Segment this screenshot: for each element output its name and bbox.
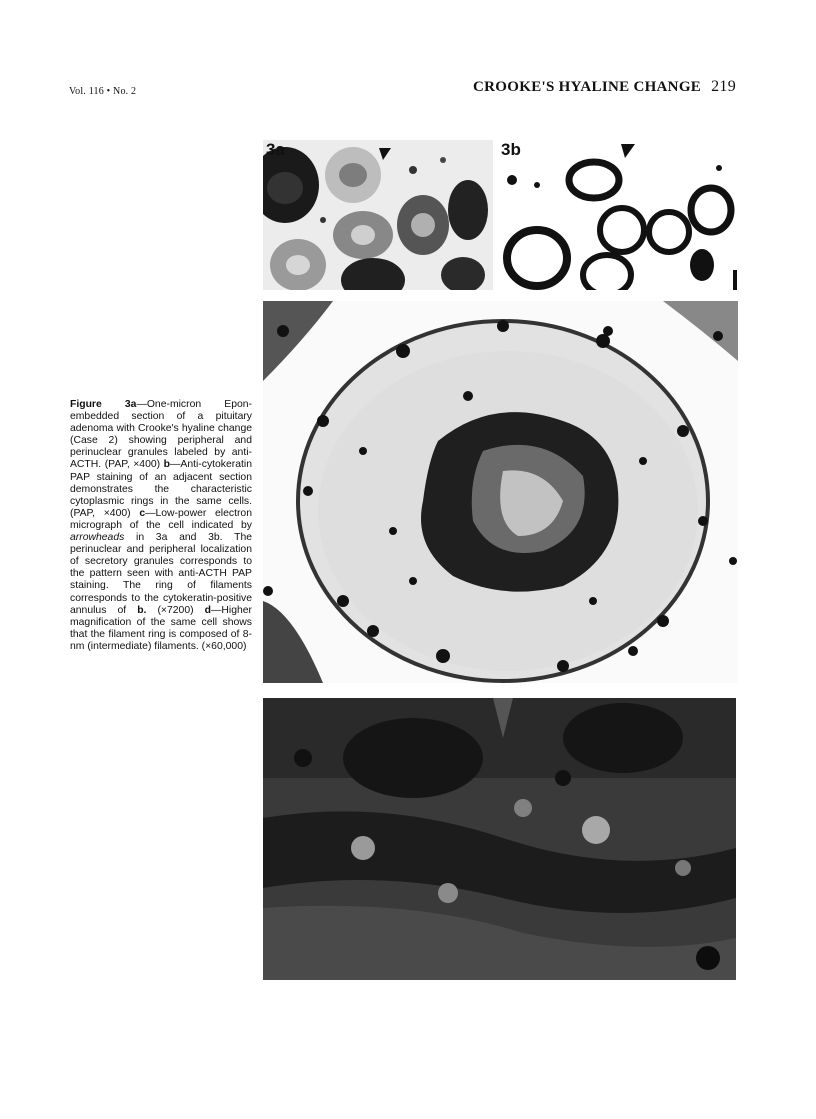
panel-label-3a: 3a [266,140,285,159]
micrograph-3b-image [497,140,737,290]
caption-text: —Low-power electron micrograph of the cell indicated by [70,507,252,531]
caption-text: (×7200) [146,604,205,616]
running-title: CROOKE'S HYALINE CHANGE [473,79,702,95]
figure-caption [70,399,252,653]
micrograph-3a-image [263,140,493,290]
micrograph-3b [497,140,737,290]
caption-body [70,399,252,652]
panel-label-3b: 3b [501,140,521,159]
caption-panel-ref: b [163,459,170,471]
running-header [473,78,736,96]
micrograph-3d-image [263,698,736,980]
caption-panel-ref: c [139,507,146,519]
micrograph-3c-image [263,301,738,683]
caption-text: in 3a and 3b. The perinuclear and peripheral localization of secretory granules corresponds to the pattern seen with anti-ACTH PAP staining. The ring of filaments corresponds to the cytokeratin-positive annulus of [70,532,252,616]
caption-text: —One-micron Epon-embedded section of a pituitary adenoma with Crooke's hyaline change (Case 2) showing peripheral and perinuclear granules labeled by anti-ACTH. (PAP, ×400) [70,399,252,471]
caption-label: Figure 3a [70,399,137,410]
caption-emphasis: arrowheads [70,532,125,544]
caption-panel-ref: d [204,604,211,616]
micrograph-3c [263,301,738,683]
micrograph-3d [263,698,736,980]
page-number: 219 [711,78,736,95]
caption-text: —Higher magnification of the same cell shows that the filament ring is composed of 8-nm (intermediate) filaments. (×60,000) [70,604,252,652]
caption-panel-ref: b. [137,604,147,616]
journal-volume: Vol. 116 • No. 2 [69,86,137,97]
caption-text: —Anti-cytokeratin PAP staining of an adjacent section demonstrates the characteristic cytoplasmic rings in the same cells. (PAP, ×400) [70,459,252,519]
micrograph-3a [263,140,493,290]
